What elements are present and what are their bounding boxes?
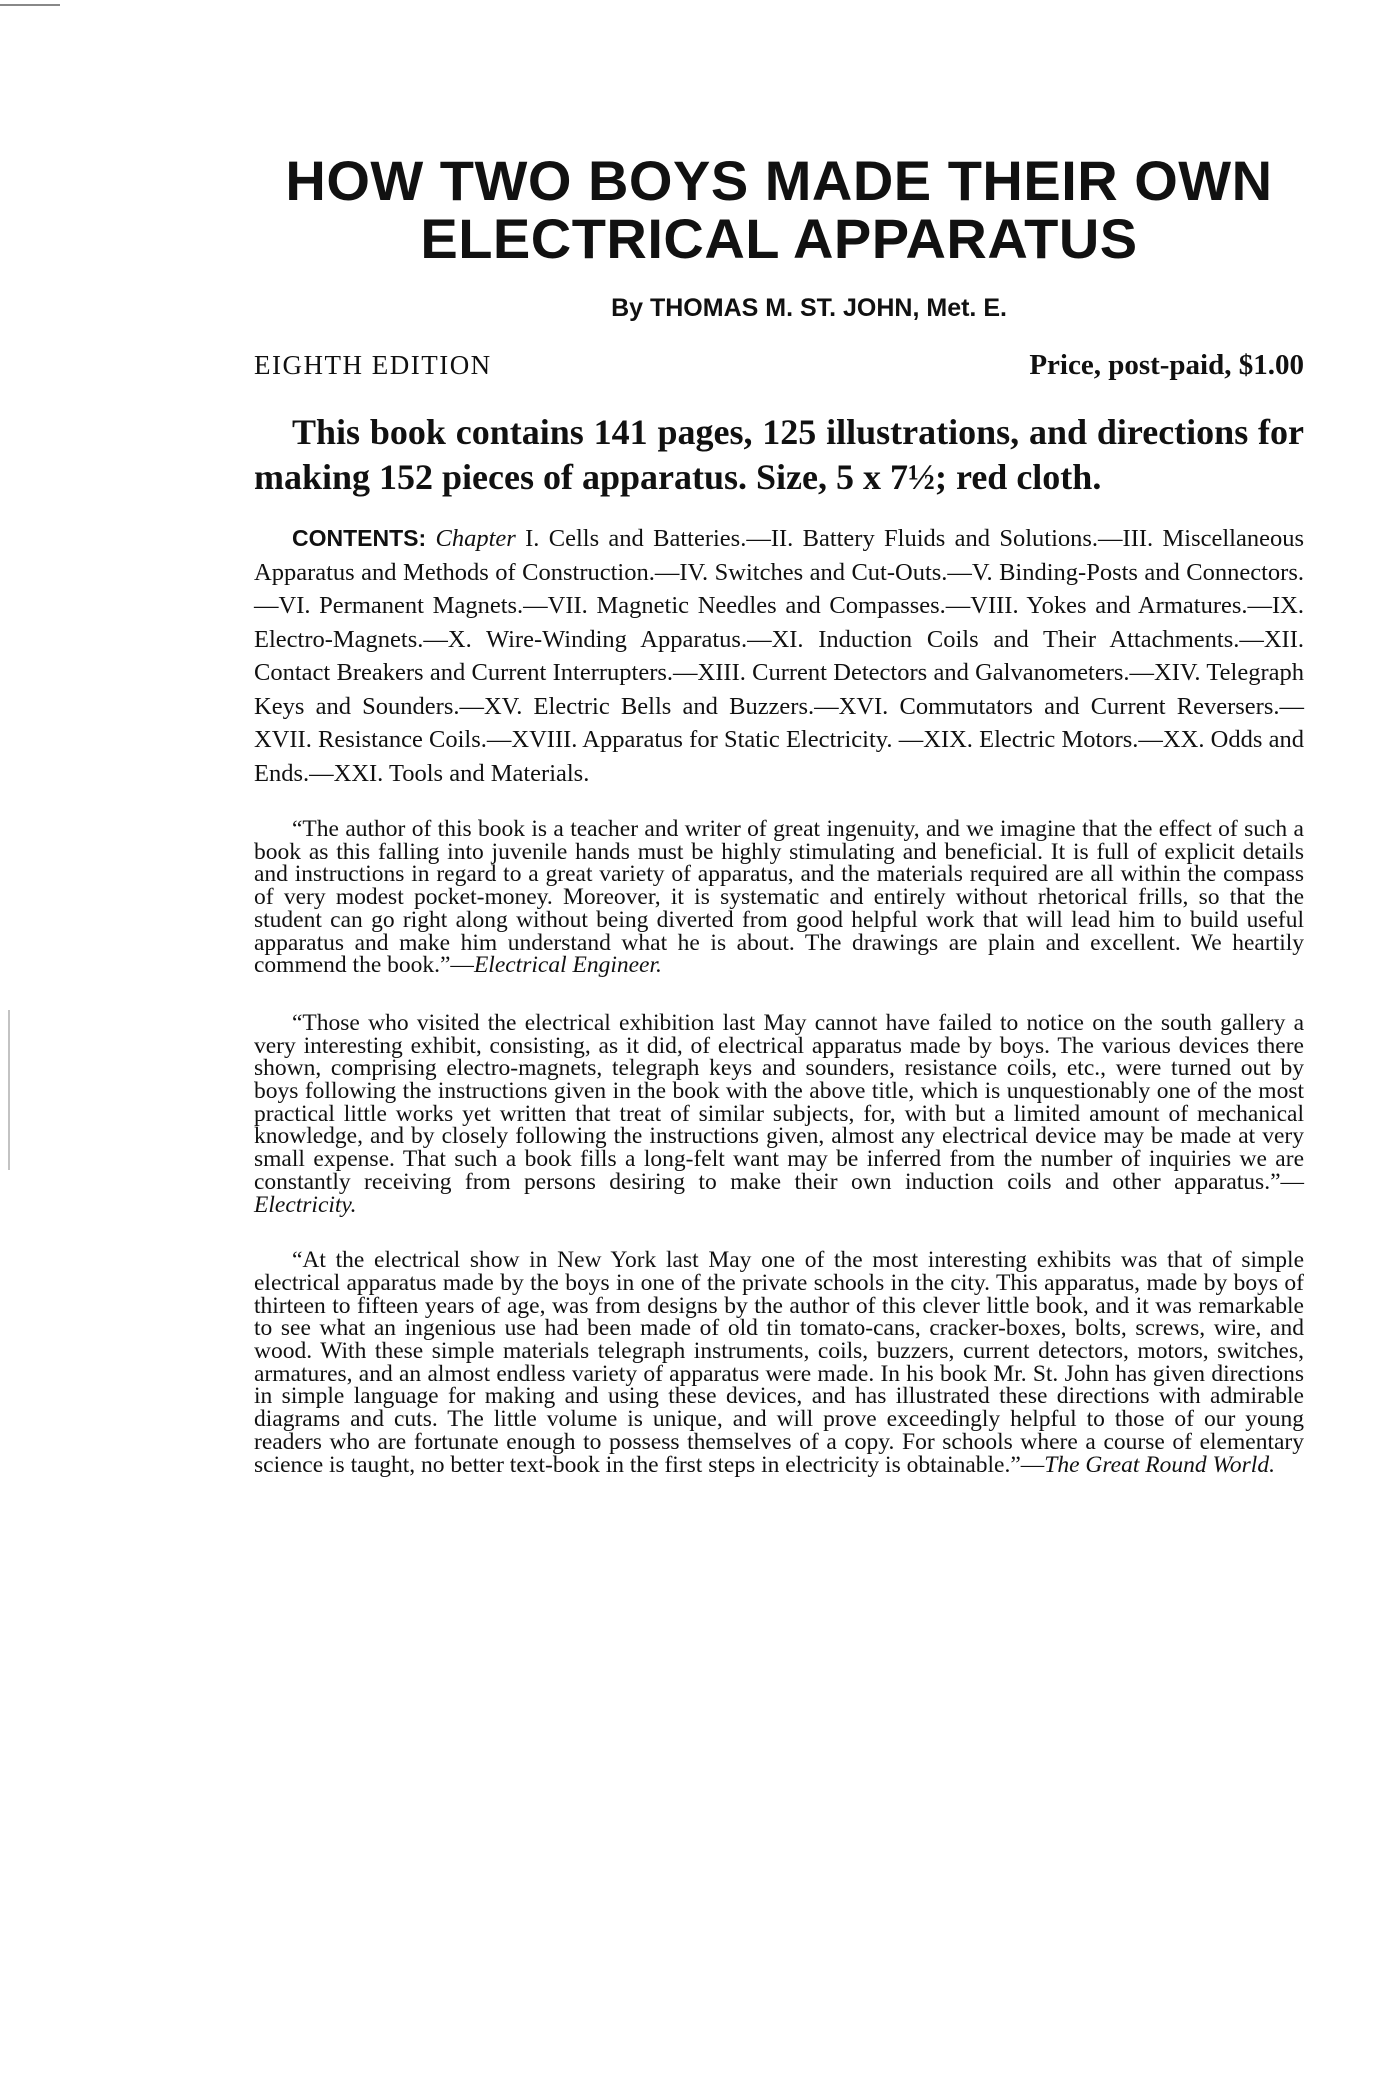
review-quote-1-source: Electrical Engineer.: [473, 952, 662, 979]
contents-chapter-word: Chapter: [435, 525, 516, 552]
review-quote-2: [254, 1009, 1304, 1218]
author-byline: By THOMAS M. ST. JOHN, Met. E.: [611, 294, 1007, 322]
contents-paragraph: [254, 522, 1304, 790]
review-quote-3-source: The Great Round World.: [1044, 1451, 1275, 1478]
advertisement-page: [254, 149, 1304, 1478]
scan-mark-left: [8, 1010, 10, 1170]
contents-label: CONTENTS:: [292, 525, 427, 551]
review-quote-1: [254, 818, 1304, 977]
price-label: Price, post-paid, $1.00: [1029, 349, 1304, 381]
review-quote-2-source: Electricity.: [254, 1191, 357, 1218]
book-title-line-2: ELECTRICAL APPARATUS: [420, 207, 1138, 270]
contents-text: I. Cells and Batteries.—II. Battery Fluids and Solutions.—III. Miscellaneous Apparatus and Methods of Construction.—IV. Switches and Cut-Outs.—V. Binding-Posts and Connectors.—VI. Permanent Magnets.—VII. Magnetic Needles and Compasses.—VIII. Yokes and Armatures.—IX. Electro-Magnets.—X. Wire-Winding Apparatus.—XI. Induction Coils and Their Attachments.—XII. Contact Breakers and Current Interrupters.—XIII. Current Detectors and Galvanometers.—XIV. Telegraph Keys and Sounders.—XV. Electric Bells and Buzzers.—XVI. Commutators and Current Reversers.—XVII. Resistance Coils.—XVIII. Apparatus for Static Electricity. —XIX. Electric Motors.—XX. Odds and Ends.—XXI. Tools and Materials.: [254, 525, 1304, 787]
edition-label: EIGHTH EDITION: [254, 350, 492, 380]
edition-price-row: [254, 349, 1304, 382]
book-summary-text: This book contains 141 pages, 125 illustrations, and directions for making 152 pieces of apparatus. Size, 5 x 7½; red cloth.: [254, 412, 1304, 497]
scan-mark-top: [0, 4, 60, 6]
book-summary: [254, 410, 1304, 500]
review-quote-3-text: “At the electrical show in New York last May one of the most interesting exhibits was that of simple electrical apparatus made by the boys in one of the private schools in the city. This apparatus, made by boys of thirteen to fifteen years of age, was from designs by the author of this clever little book, and it was remarkable to see what an ingenious use had been made of old tin tomato-cans, cracker-boxes, bolts, screws, wire, and wood. With these simple materials telegraph instruments, coils, buzzers, current detectors, motors, switches, armatures, and an almost endless variety of apparatus were made. In his book Mr. St. John has given directions in simple language for making and using these devices, and has illustrated these directions with admirable diagrams and cuts. The little volume is unique, and will prove exceedingly helpful to those of our young readers who are fortunate enough to possess themselves of a copy. For schools where a course of elementary science is taught, no better text-book in the first steps in electricity is obtainable.”—: [254, 1247, 1304, 1478]
book-title-line-1: HOW TWO BOYS MADE THEIR OWN: [285, 149, 1273, 212]
book-title: [254, 149, 1304, 270]
review-quote-2-text: “Those who visited the electrical exhibition last May cannot have failed to notice on the south gallery a very interesting exhibit, consisting, as it did, of electrical apparatus made by boys. The various devices there shown, comprising electro-magnets, telegraph keys and sounders, resistance coils, etc., were turned out by boys following the instructions given in the book with the above title, which is unquestionably one of the most practical little works yet written that treat of similar subjects, for, with but a limited amount of mechanical knowledge, and by closely following the instructions given, almost any electrical device may be made at very small expense. That such a book fills a long-felt want may be inferred from the number of inquiries we are constantly receiving from persons desiring to make their own induction coils and other apparatus.”—: [254, 1009, 1304, 1195]
review-quote-1-text: “The author of this book is a teacher and writer of great ingenuity, and we imagine that the effect of such a book as this falling into juvenile hands must be highly stimulating and beneficial. It is full of explicit details and instructions in regard to a great variety of apparatus, and the materials required are all within the compass of very modest pocket-money. Moreover, it is systematic and entirely without rhetorical frills, so that the student can go right along without being diverted from good helpful work that will lead him to build useful apparatus and make him understand what he is about. The drawings are plain and excellent. We heartily commend the book.”—: [254, 816, 1304, 979]
review-quote-3: [254, 1249, 1304, 1476]
